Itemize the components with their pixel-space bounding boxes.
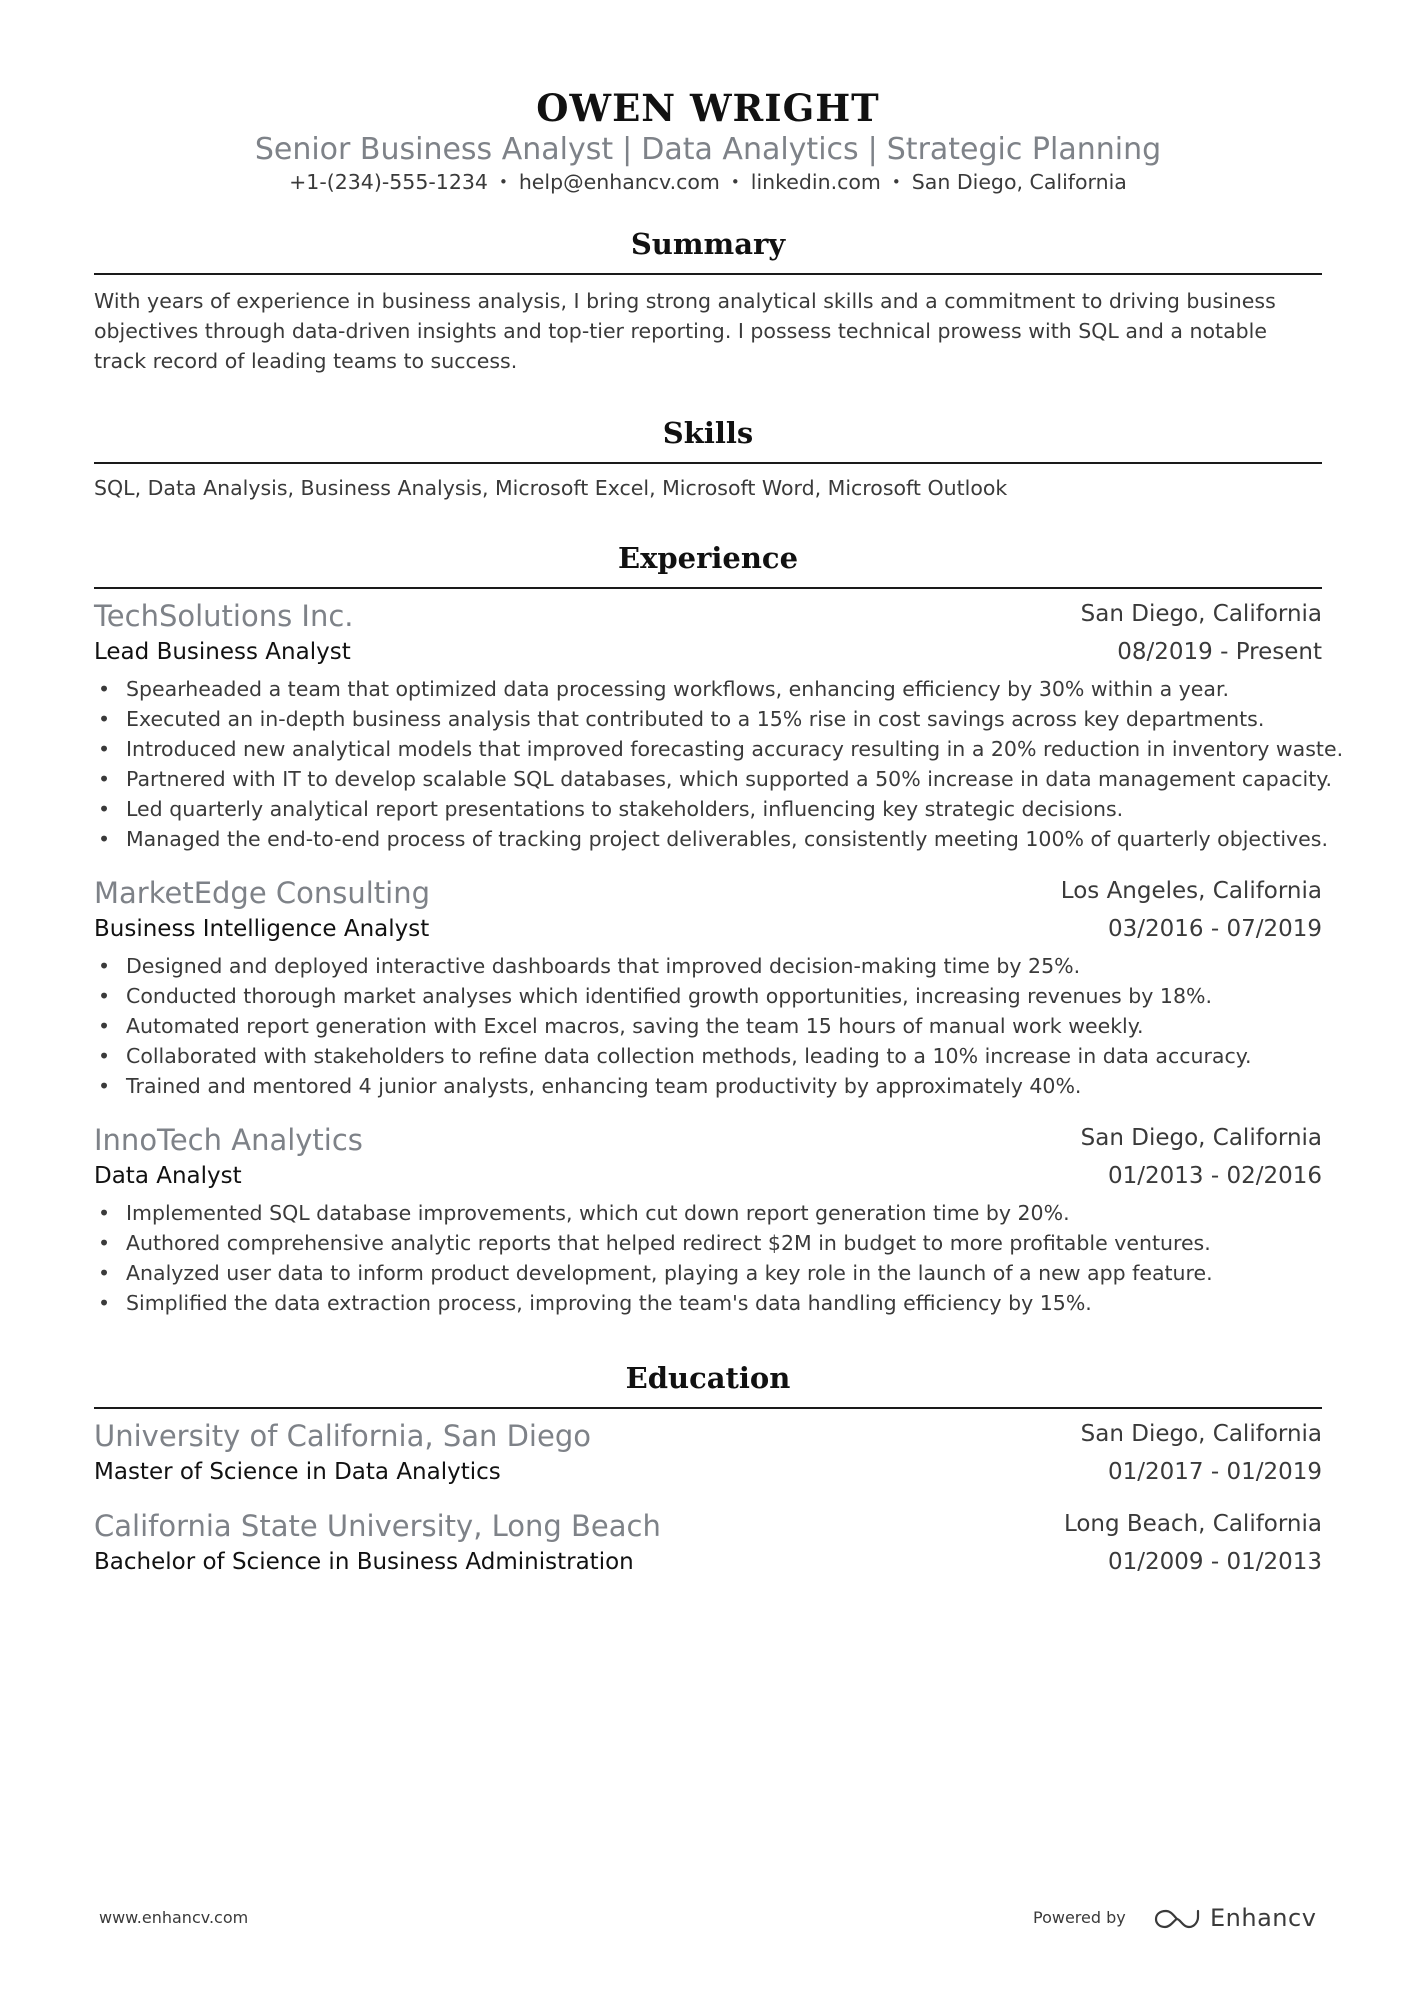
footer-website[interactable]: www.enhancv.com: [99, 1908, 249, 1927]
job-bullets: [94, 674, 1344, 854]
bullet-text: Conducted thorough market analyses which identified growth opportunities, increasing revenues by 18%.: [126, 984, 1212, 1008]
bullet-text: Partnered with IT to develop scalable SQL databases, which supported a 50% increase in data management capacity.: [126, 767, 1333, 791]
contact-email[interactable]: help@enhancv.com: [518, 170, 720, 194]
tagline-separator: |: [867, 132, 878, 167]
bullet-text: Managed the end-to-end process of tracking project deliverables, consistently meeting 100% of quarterly objectives.: [126, 827, 1328, 851]
experience-entry: [94, 1122, 1322, 1318]
bullet-text: Authored comprehensive analytic reports that helped redirect $2M in budget to more profitable ventures.: [126, 1231, 1211, 1255]
bullet-text: Spearheaded a team that optimized data processing workflows, enhancing efficiency by 30% within a year.: [126, 677, 1230, 701]
bullet-item: [94, 1228, 1322, 1258]
bullet-item: [94, 1258, 1322, 1288]
skills-divider: [94, 462, 1322, 464]
bullet-marker: •: [98, 1261, 111, 1285]
contact-line: [94, 168, 1322, 196]
bullet-text: Implemented SQL database improvements, which cut down report generation time by 20%.: [126, 1201, 1070, 1225]
contact-separator: •: [730, 173, 740, 191]
bullet-item: [94, 981, 1322, 1011]
contact-separator: •: [891, 173, 901, 191]
skills-text: SQL, Data Analysis, Business Analysis, Microsoft Excel, Microsoft Word, Microsoft Outlook: [94, 476, 1008, 500]
bullet-marker: •: [98, 1044, 111, 1068]
bullet-marker: •: [98, 767, 111, 791]
bullet-text: Introduced new analytical models that improved forecasting accuracy resulting in a 20% reduction in inventory waste.: [126, 737, 1344, 761]
company-name: MarketEdge Consulting: [94, 876, 431, 910]
summary-heading: Summary: [630, 227, 786, 261]
company-name: InnoTech Analytics: [94, 1123, 363, 1157]
school-name: California State University, Long Beach: [94, 1509, 661, 1543]
job-dates: 08/2019 - Present: [1117, 639, 1322, 665]
degree: Master of Science in Data Analytics: [94, 1459, 501, 1485]
bullet-marker: •: [98, 984, 111, 1008]
bullet-item: [94, 1011, 1322, 1041]
bullet-marker: •: [98, 827, 111, 851]
job-bullets: [94, 1198, 1322, 1318]
powered-by-label: Powered by: [1033, 1908, 1126, 1927]
bullet-marker: •: [98, 1201, 111, 1225]
contact-separator: •: [498, 173, 508, 191]
education-heading: Education: [625, 1361, 791, 1395]
summary-text: With years of experience in business analysis, I bring strong analytical skills and a commitment to driving business objectives through data-driven insights and top-tier reporting. I possess technical prowess with SQL and a notable track record of leading teams to success.: [94, 289, 1276, 373]
bullet-item: [94, 1041, 1322, 1071]
tagline-item: Senior Business Analyst: [254, 132, 614, 167]
job-title: Business Intelligence Analyst: [94, 916, 430, 942]
bullet-marker: •: [98, 954, 111, 978]
school-location: Long Beach, California: [1063, 1511, 1322, 1537]
bullet-text: Executed an in-depth business analysis that contributed to a 15% rise in cost savings across key departments.: [126, 707, 1265, 731]
school-name: University of California, San Diego: [94, 1419, 591, 1453]
bullet-marker: •: [98, 737, 111, 761]
contact-location: San Diego, California: [911, 170, 1127, 194]
bullet-item: [94, 734, 1344, 764]
job-location: Los Angeles, California: [1060, 878, 1322, 904]
school-location: San Diego, California: [1080, 1421, 1322, 1447]
bullet-marker: •: [98, 707, 111, 731]
degree: Bachelor of Science in Business Administration: [94, 1549, 634, 1575]
bullet-marker: •: [98, 1291, 111, 1315]
contact-linkedin[interactable]: linkedin.com: [750, 170, 881, 194]
job-dates: 01/2013 - 02/2016: [1107, 1163, 1322, 1189]
job-location: San Diego, California: [1080, 1125, 1322, 1151]
bullet-text: Simplified the data extraction process, improving the team's data handling efficiency by 15%.: [126, 1291, 1092, 1315]
bullet-marker: •: [98, 677, 111, 701]
bullet-item: [94, 1288, 1322, 1318]
enhancv-logo-icon: [1153, 1908, 1201, 1930]
experience-heading: Experience: [617, 541, 799, 575]
bullet-item: [94, 951, 1322, 981]
education-divider: [94, 1407, 1322, 1409]
bullet-item: [94, 704, 1322, 734]
tagline-separator: |: [622, 132, 633, 167]
bullet-text: Trained and mentored 4 junior analysts, enhancing team productivity by approximately 40%.: [126, 1074, 1082, 1098]
bullet-text: Automated report generation with Excel macros, saving the team 15 hours of manual work weekly.: [126, 1014, 1144, 1038]
bullet-item: [94, 1198, 1322, 1228]
education-entry: [94, 1418, 1322, 1492]
job-title: Data Analyst: [94, 1163, 242, 1189]
bullet-item: [94, 764, 1333, 794]
bullet-text: Designed and deployed interactive dashboards that improved decision-making time by 25%.: [126, 954, 1081, 978]
bullet-marker: •: [98, 797, 111, 821]
education-dates: 01/2009 - 01/2013: [1107, 1549, 1322, 1575]
footer-branding: [1033, 1904, 1317, 1934]
bullet-marker: •: [98, 1231, 111, 1255]
bullet-marker: •: [98, 1014, 111, 1038]
bullet-item: [94, 794, 1322, 824]
bullet-item: [94, 674, 1322, 704]
candidate-name: OWEN WRIGHT: [536, 86, 880, 130]
experience-entry: [94, 875, 1322, 1101]
bullet-item: [94, 824, 1328, 854]
bullet-item: [94, 1071, 1322, 1101]
bullet-text: Collaborated with stakeholders to refine data collection methods, leading to a 10% increase in data accuracy.: [126, 1044, 1252, 1068]
tagline-item: Data Analytics: [641, 132, 859, 167]
experience-divider: [94, 587, 1322, 589]
summary-divider: [94, 273, 1322, 275]
company-name: TechSolutions Inc.: [94, 599, 354, 633]
skills-heading: Skills: [662, 416, 754, 450]
contact-phone[interactable]: +1-(234)-555-1234: [289, 170, 488, 194]
bullet-text: Analyzed user data to inform product development, playing a key role in the launch of a new app feature.: [126, 1261, 1213, 1285]
education-dates: 01/2017 - 01/2019: [1107, 1459, 1322, 1485]
education-entry: [94, 1508, 1322, 1582]
job-location: San Diego, California: [1080, 601, 1322, 627]
headline-tagline: [94, 131, 1322, 169]
bullet-marker: •: [98, 1074, 111, 1098]
job-bullets: [94, 951, 1322, 1101]
bullet-text: Led quarterly analytical report presentations to stakeholders, influencing key strategic decisions.: [126, 797, 1124, 821]
job-dates: 03/2016 - 07/2019: [1107, 916, 1322, 942]
job-title: Lead Business Analyst: [94, 639, 351, 665]
experience-entry: [94, 598, 1344, 854]
enhancv-brand-name: Enhancv: [1210, 1904, 1317, 1932]
tagline-item: Strategic Planning: [886, 132, 1162, 167]
